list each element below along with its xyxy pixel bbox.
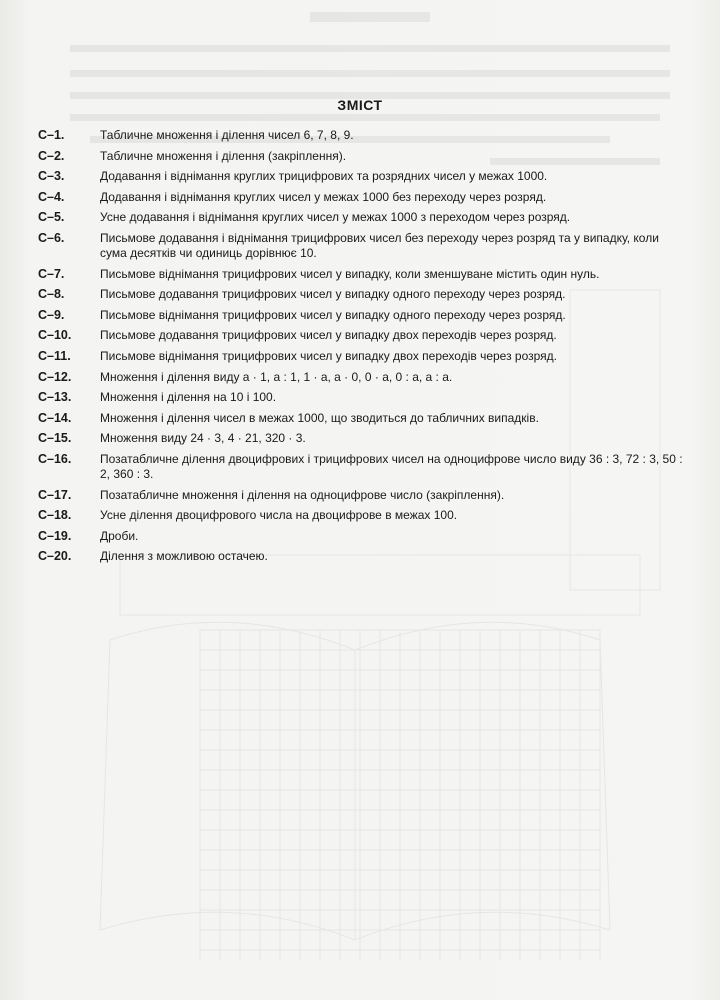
toc-text: Усне додавання і віднімання круглих чисел у межах 1000 з переходом через розряд. <box>100 210 571 225</box>
toc-code: С–11. <box>38 348 71 363</box>
toc-item <box>38 529 688 544</box>
toc-code: С–8. <box>38 287 65 302</box>
toc-item <box>38 267 688 282</box>
toc-item <box>38 431 688 446</box>
toc-item <box>38 390 688 405</box>
toc-item <box>38 149 688 164</box>
toc-item <box>38 452 688 482</box>
page-title: ЗМІСТ <box>337 97 383 113</box>
toc-code: С–19. <box>38 528 72 543</box>
toc-item <box>38 308 688 323</box>
toc-text: Позатабличне ділення двоцифрових і трицифрових чисел на одноцифрове число виду 36 : 3, 72 : 3, 50 : 2, 360 : 3. <box>100 451 683 481</box>
toc-text: Множення і ділення виду a · 1, a : 1, 1 · a, a · 0, 0 · a, 0 : a, a : a. <box>100 369 453 384</box>
toc-text: Табличне множення і ділення чисел 6, 7, 8, 9. <box>100 128 354 142</box>
toc-code: С–6. <box>38 230 65 245</box>
toc-item <box>38 210 688 225</box>
toc-text: Письмове віднімання трицифрових чисел у випадку, коли зменшуване містить один нуль. <box>100 266 600 281</box>
toc-code: С–20. <box>38 549 72 564</box>
toc-item <box>38 349 688 364</box>
toc-code: С–16. <box>38 451 72 466</box>
toc-item <box>38 328 688 343</box>
toc-item <box>38 488 688 503</box>
toc-text: Письмове додавання трицифрових чисел у випадку одного переходу через розряд. <box>100 287 566 302</box>
toc-text: Додавання і віднімання круглих чисел у межах 1000 без переходу через розряд. <box>100 189 547 204</box>
toc-code: С–17. <box>38 487 72 502</box>
toc-code: С–12. <box>38 369 72 384</box>
toc-code: С–1. <box>38 128 65 142</box>
toc-code: С–5. <box>38 210 65 225</box>
toc-text: Письмове віднімання трицифрових чисел у випадку двох переходів через розряд. <box>100 348 558 363</box>
toc-text: Позатабличне множення і ділення на одноцифрове число (закріплення). <box>100 487 505 502</box>
toc-item <box>38 190 688 205</box>
toc-text: Письмове віднімання трицифрових чисел у випадку одного переходу через розряд. <box>100 307 566 322</box>
toc-item <box>38 231 688 261</box>
toc-code: С–7. <box>38 266 65 281</box>
toc-text: Дроби. <box>100 528 139 543</box>
toc-item <box>38 370 688 385</box>
toc-code: С–18. <box>38 508 72 523</box>
toc-item <box>38 287 688 302</box>
toc-code: С–3. <box>38 169 65 184</box>
toc-text: Письмове додавання і віднімання трицифрових чисел без переходу через розряд та у випадку, коли сума десятків чи одиниць дорівнює 10. <box>100 230 659 260</box>
toc-code: С–13. <box>38 390 72 405</box>
table-of-contents <box>38 128 688 570</box>
toc-code: С–2. <box>38 148 65 163</box>
toc-text: Табличне множення і ділення (закріплення). <box>100 148 347 163</box>
toc-code: С–10. <box>38 328 72 343</box>
toc-item <box>38 128 688 143</box>
toc-text: Множення виду 24 · 3, 4 · 21, 320 · 3. <box>100 431 306 446</box>
toc-text: Додавання і віднімання круглих трицифрових та розрядних чисел у межах 1000. <box>100 169 548 184</box>
toc-code: С–15. <box>38 431 72 446</box>
toc-text: Усне ділення двоцифрового числа на двоцифрове в межах 100. <box>100 508 458 523</box>
toc-item <box>38 169 688 184</box>
toc-item <box>38 549 688 564</box>
toc-item <box>38 508 688 523</box>
toc-code: С–9. <box>38 307 65 322</box>
toc-text: Множення і ділення чисел в межах 1000, що зводиться до табличних випадків. <box>100 410 539 425</box>
toc-text: Ділення з можливою остачею. <box>100 549 268 564</box>
toc-code: С–4. <box>38 189 65 204</box>
toc-item <box>38 411 688 426</box>
toc-text: Письмове додавання трицифрових чисел у випадку двох переходів через розряд. <box>100 328 557 343</box>
toc-code: С–14. <box>38 410 72 425</box>
toc-text: Множення і ділення на 10 і 100. <box>100 390 277 405</box>
